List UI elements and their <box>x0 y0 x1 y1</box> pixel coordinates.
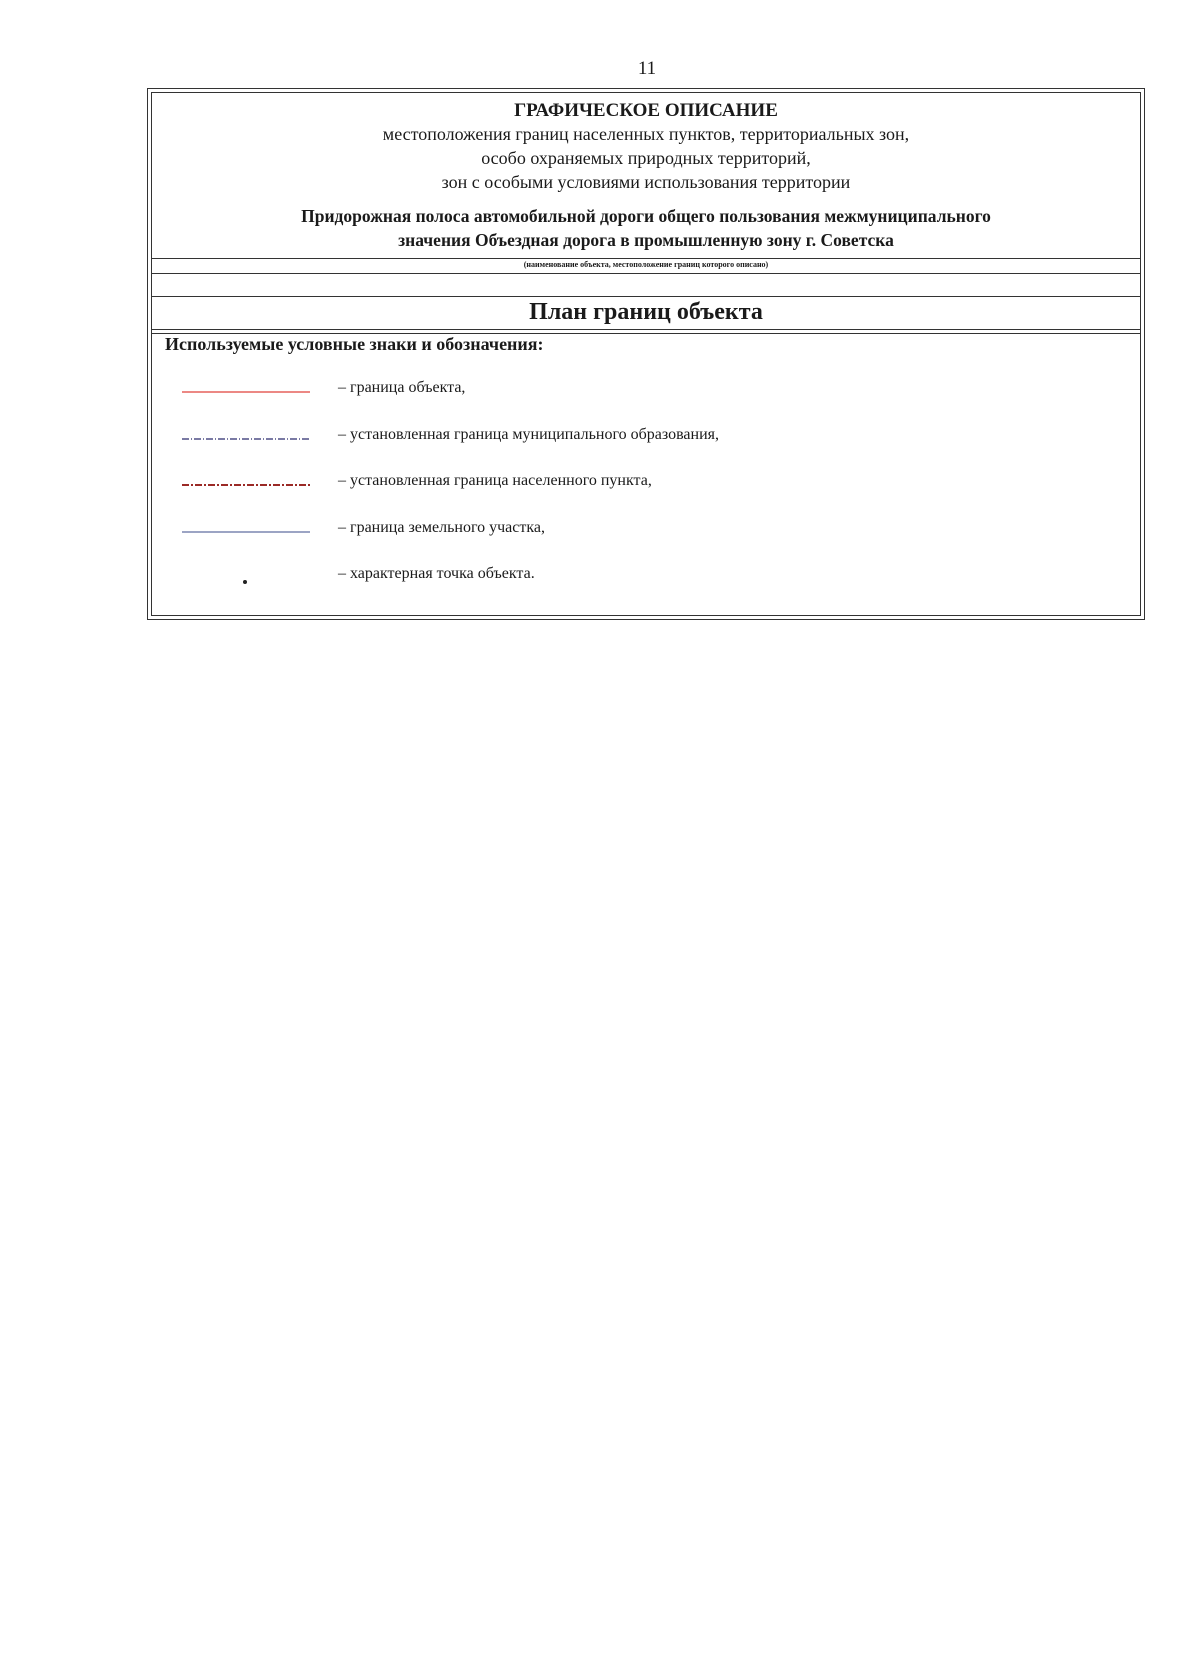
legend-label: – установленная граница муниципального образования, <box>338 426 720 443</box>
dash-dot-blue-line-icon <box>182 437 310 441</box>
header-block <box>152 93 1140 259</box>
legend-item-object-boundary <box>152 376 1140 406</box>
plan-title: План границ объекта <box>152 295 1140 330</box>
legend-item-land-plot-boundary <box>152 516 1140 546</box>
document-title: ГРАФИЧЕСКОЕ ОПИСАНИЕ <box>514 100 778 121</box>
solid-red-line-icon <box>182 390 310 394</box>
object-name <box>152 204 1140 252</box>
legend-label: – граница объекта, <box>338 379 466 396</box>
object-name-line-2: значения Объездная дорога в промышленную зону г. Советска <box>398 230 894 250</box>
legend-label: – граница земельного участка, <box>338 519 545 536</box>
legend-label: – характерная точка объекта. <box>338 565 535 582</box>
legend-item-municipal-boundary <box>152 423 1140 453</box>
empty-row <box>152 273 1140 297</box>
document-subtitle-line-1: местоположения границ населенных пунктов, территориальных зон, <box>382 124 910 144</box>
legend-item-settlement-boundary <box>152 469 1140 499</box>
legend-title: Используемые условные знаки и обозначения: <box>165 334 544 354</box>
object-name-caption: (наименование объекта, местоположение границ которого описано) <box>523 260 769 269</box>
solid-blue-line-icon <box>182 530 310 534</box>
legend-item-characteristic-point <box>152 562 1140 592</box>
page-number: 11 <box>637 58 657 79</box>
legend-label: – установленная граница населенного пункта, <box>338 472 652 489</box>
dash-dot-red-line-icon <box>182 483 310 487</box>
document-subtitle-line-2: особо охраняемых природных территорий, <box>481 148 811 168</box>
document-frame-inner <box>151 92 1141 616</box>
point-icon <box>243 580 247 584</box>
document-frame <box>147 88 1145 620</box>
document-subtitle-line-3: зон с особыми условиями использования территории <box>441 172 851 192</box>
object-name-line-1: Придорожная полоса автомобильной дороги общего пользования межмуниципального <box>301 206 991 226</box>
